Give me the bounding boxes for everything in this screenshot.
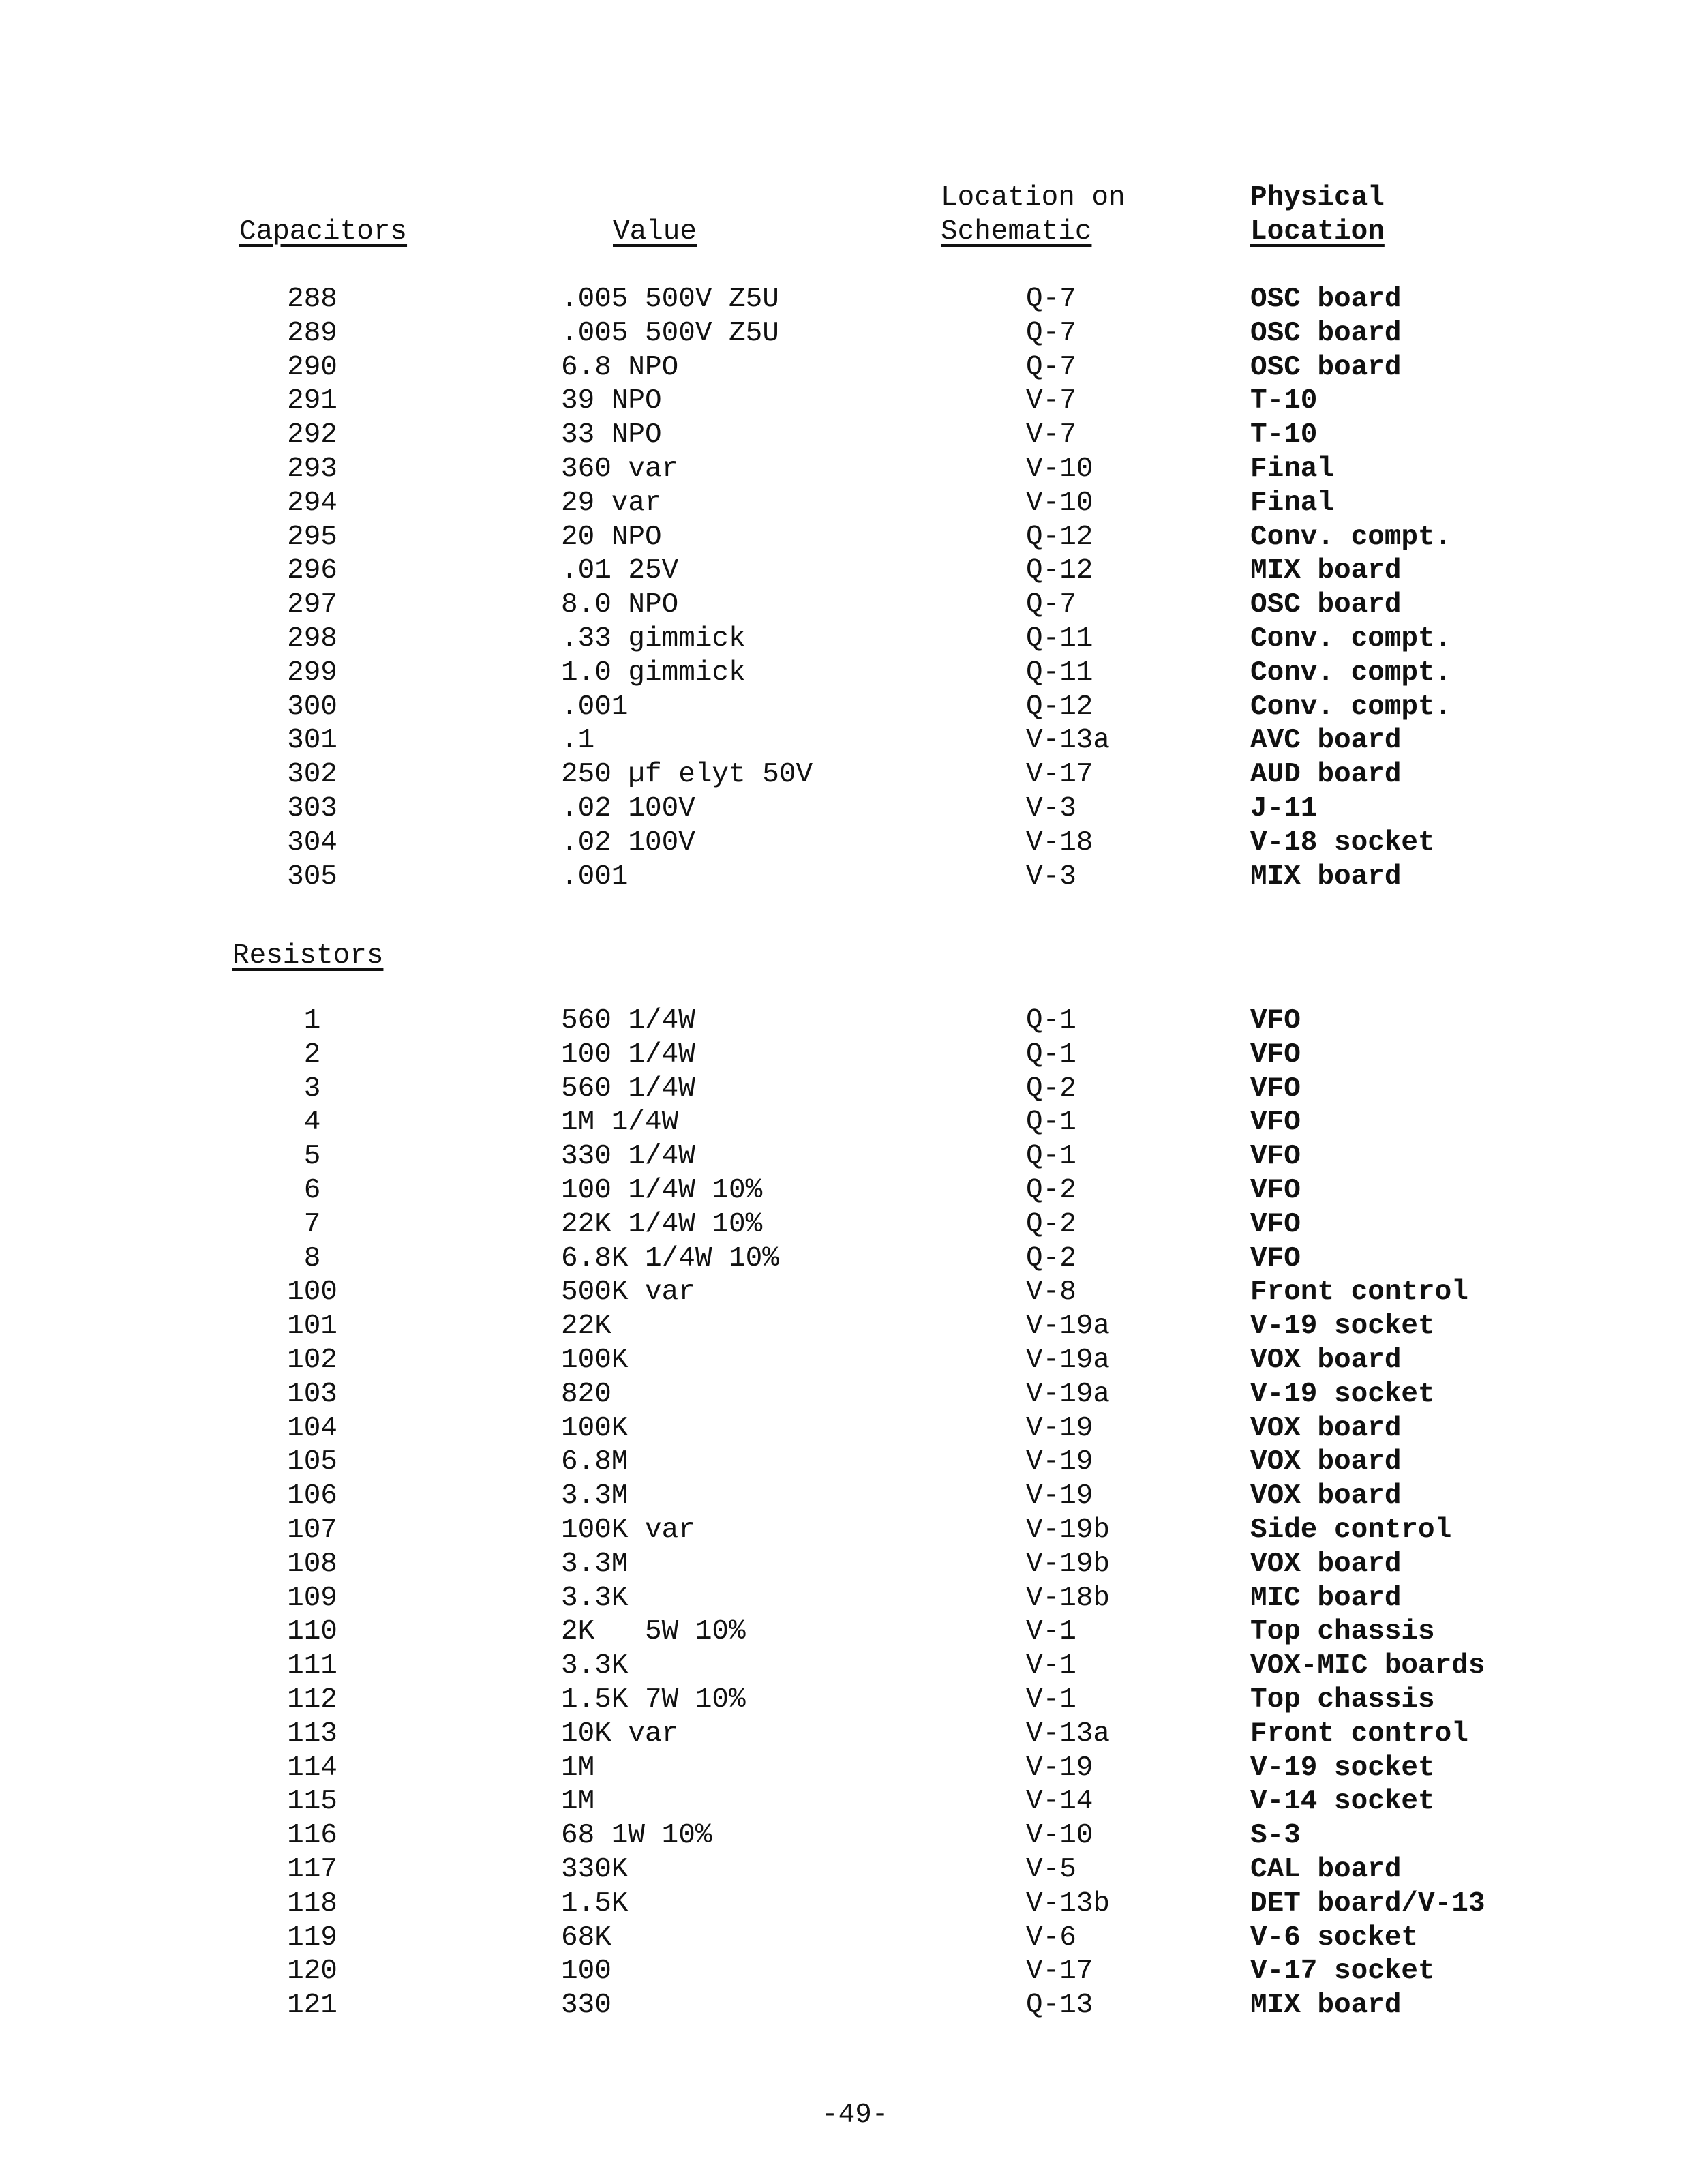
table-row	[0, 1683, 1707, 1717]
schematic-location: V-17	[1026, 1956, 1093, 1988]
table-row	[0, 1751, 1707, 1785]
physical-location: V-18 socket	[1250, 826, 1435, 858]
table-row	[0, 1649, 1707, 1683]
schematic-location: V-7	[1026, 419, 1076, 451]
physical-location: Front control	[1250, 1276, 1468, 1308]
part-value: 6.8 NPO	[561, 351, 679, 383]
table-row	[0, 1887, 1707, 1921]
part-number: 107	[287, 1514, 337, 1546]
part-number: 3	[303, 1073, 321, 1105]
schematic-location: V-13b	[1026, 1887, 1111, 1919]
part-value: 820	[561, 1378, 611, 1410]
table-row	[0, 1921, 1707, 1955]
part-number: 293	[287, 453, 337, 485]
part-value: .001	[561, 691, 629, 723]
part-value: 3.3M	[561, 1480, 629, 1512]
part-number: 108	[287, 1548, 337, 1580]
physical-location: V-19 socket	[1250, 1378, 1435, 1410]
part-number: 299	[287, 657, 337, 689]
physical-location: MIX board	[1250, 1990, 1402, 2022]
table-row	[0, 418, 1707, 452]
part-number: 110	[287, 1616, 337, 1648]
part-number: 111	[287, 1650, 337, 1682]
table-row	[0, 452, 1707, 486]
schematic-location: Q-2	[1026, 1242, 1076, 1274]
schematic-location: V-19	[1026, 1446, 1093, 1478]
table-row	[0, 1954, 1707, 1988]
part-value: 100K var	[561, 1514, 695, 1546]
schematic-location: Q-1	[1026, 1141, 1076, 1173]
schematic-location: V-18b	[1026, 1582, 1111, 1614]
table-row	[0, 690, 1707, 724]
part-number: 301	[287, 725, 337, 757]
schematic-location: V-6	[1026, 1921, 1076, 1954]
part-number: 118	[287, 1887, 337, 1919]
table-row	[0, 1581, 1707, 1615]
schematic-location: V-5	[1026, 1854, 1076, 1885]
table-row	[0, 1275, 1707, 1309]
part-value: 3.3K	[561, 1582, 629, 1614]
physical-location: VFO	[1250, 1141, 1301, 1173]
physical-location: VFO	[1250, 1242, 1301, 1274]
schematic-location: V-18	[1026, 826, 1093, 858]
part-number: 297	[287, 589, 337, 621]
part-number: 4	[303, 1107, 321, 1139]
schematic-location: Q-13	[1026, 1990, 1093, 2022]
schematic-location: Q-1	[1026, 1038, 1076, 1071]
schematic-location: Q-11	[1026, 623, 1093, 655]
schematic-location: V-19a	[1026, 1345, 1111, 1376]
physical-location: VFO	[1250, 1107, 1301, 1139]
table-row	[0, 316, 1707, 350]
part-number: 5	[303, 1141, 321, 1173]
part-number: 104	[287, 1412, 337, 1444]
table-row	[0, 1853, 1707, 1887]
part-value: .02 100V	[561, 826, 695, 858]
part-number: 8	[303, 1242, 321, 1274]
physical-location: T-10	[1250, 385, 1318, 417]
table-row	[0, 1343, 1707, 1377]
physical-location: VOX-MIC boards	[1250, 1650, 1485, 1682]
physical-location: Conv. compt.	[1250, 623, 1452, 655]
part-value: 330 1/4W	[561, 1141, 695, 1173]
part-number: 292	[287, 419, 337, 451]
physical-location: AVC board	[1250, 725, 1402, 757]
physical-location: Top chassis	[1250, 1684, 1435, 1716]
part-value: 330K	[561, 1854, 629, 1885]
schematic-location: Q-7	[1026, 589, 1076, 621]
part-value: 1.5K	[561, 1887, 629, 1919]
schematic-location: V-3	[1026, 861, 1076, 893]
physical-location: J-11	[1250, 793, 1318, 824]
part-number: 114	[287, 1752, 337, 1784]
physical-location: V-14 socket	[1250, 1786, 1435, 1818]
part-number: 117	[287, 1854, 337, 1885]
schematic-location: Q-7	[1026, 351, 1076, 383]
part-number: 113	[287, 1718, 337, 1750]
part-number: 101	[287, 1311, 337, 1343]
part-value: 1M 1/4W	[561, 1107, 679, 1139]
part-value: 6.8K 1/4W 10%	[561, 1242, 779, 1274]
part-number: 288	[287, 284, 337, 315]
table-row	[0, 1072, 1707, 1106]
physical-location: VFO	[1250, 1175, 1301, 1206]
part-value: .005 500V Z5U	[561, 317, 779, 349]
header-physical-line1: Physical	[1250, 182, 1385, 213]
schematic-location: V-19b	[1026, 1514, 1111, 1546]
table-row	[0, 1819, 1707, 1853]
part-value: 29 var	[561, 487, 662, 519]
part-value: 39 NPO	[561, 385, 662, 417]
table-row	[0, 486, 1707, 520]
schematic-location: V-14	[1026, 1786, 1093, 1818]
part-number: 112	[287, 1684, 337, 1716]
physical-location: Side control	[1250, 1514, 1452, 1546]
table-row	[0, 1513, 1707, 1547]
part-number: 109	[287, 1582, 337, 1614]
part-value: 22K	[561, 1311, 611, 1343]
table-row	[0, 826, 1707, 860]
table-row	[0, 1173, 1707, 1208]
part-number: 106	[287, 1480, 337, 1512]
table-row	[0, 656, 1707, 690]
part-number: 295	[287, 521, 337, 553]
schematic-location: V-8	[1026, 1276, 1076, 1308]
physical-location: VFO	[1250, 1208, 1301, 1240]
part-value: 100K	[561, 1345, 629, 1376]
part-value: 1M	[561, 1786, 595, 1818]
physical-location: V-6 socket	[1250, 1921, 1419, 1954]
physical-location: MIX board	[1250, 861, 1402, 893]
part-number: 290	[287, 351, 337, 383]
schematic-location: V-17	[1026, 759, 1093, 791]
schematic-location: Q-2	[1026, 1175, 1076, 1206]
schematic-location: V-10	[1026, 453, 1093, 485]
part-value: 360 var	[561, 453, 679, 485]
part-value: 3.3M	[561, 1548, 629, 1580]
page-number: -49-	[821, 2099, 889, 2131]
schematic-location: V-19a	[1026, 1311, 1111, 1343]
table-row	[0, 1004, 1707, 1038]
part-number: 7	[303, 1208, 321, 1240]
physical-location: Conv. compt.	[1250, 691, 1452, 723]
table-row	[0, 1242, 1707, 1276]
schematic-location: Q-7	[1026, 317, 1076, 349]
table-row	[0, 1377, 1707, 1411]
table-row	[0, 1784, 1707, 1819]
table-row	[0, 1105, 1707, 1139]
table-row	[0, 1309, 1707, 1343]
schematic-location: V-19b	[1026, 1548, 1111, 1580]
part-number: 100	[287, 1276, 337, 1308]
part-number: 298	[287, 623, 337, 655]
physical-location: VOX board	[1250, 1480, 1402, 1512]
header-physical-line2: Location	[1250, 216, 1385, 248]
schematic-location: Q-1	[1026, 1005, 1076, 1036]
part-value: 500K var	[561, 1276, 695, 1308]
part-number: 121	[287, 1990, 337, 2022]
physical-location: S-3	[1250, 1820, 1301, 1852]
part-value: 100 1/4W 10%	[561, 1175, 763, 1206]
header-location-line2: Schematic	[941, 216, 1092, 248]
physical-location: V-19 socket	[1250, 1311, 1435, 1343]
table-row	[0, 1445, 1707, 1479]
physical-location: VOX board	[1250, 1345, 1402, 1376]
schematic-location: V-13a	[1026, 725, 1111, 757]
part-value: 68K	[561, 1921, 611, 1954]
part-number: 296	[287, 555, 337, 587]
part-value: 10K var	[561, 1718, 679, 1750]
part-value: 20 NPO	[561, 521, 662, 553]
part-value: 1M	[561, 1752, 595, 1784]
physical-location: VOX board	[1250, 1446, 1402, 1478]
schematic-location: V-7	[1026, 385, 1076, 417]
schematic-location: V-13a	[1026, 1718, 1111, 1750]
table-row	[0, 554, 1707, 588]
part-number: 291	[287, 385, 337, 417]
header-location-line1: Location on	[941, 182, 1126, 213]
table-row	[0, 384, 1707, 418]
physical-location: Final	[1250, 487, 1335, 519]
part-number: 2	[303, 1038, 321, 1071]
part-value: 33 NPO	[561, 419, 662, 451]
part-number: 116	[287, 1820, 337, 1852]
table-row	[0, 282, 1707, 316]
physical-location: Top chassis	[1250, 1616, 1435, 1648]
part-number: 103	[287, 1378, 337, 1410]
part-number: 6	[303, 1175, 321, 1206]
part-value: 22K 1/4W 10%	[561, 1208, 763, 1240]
physical-location: OSC board	[1250, 351, 1402, 383]
part-value: .005 500V Z5U	[561, 284, 779, 315]
table-row	[0, 792, 1707, 826]
physical-location: VFO	[1250, 1073, 1301, 1105]
part-value: 2K 5W 10%	[561, 1616, 746, 1648]
table-row	[0, 860, 1707, 894]
schematic-location: V-10	[1026, 487, 1093, 519]
table-row	[0, 1717, 1707, 1751]
part-value: 8.0 NPO	[561, 589, 679, 621]
part-number: 120	[287, 1956, 337, 1988]
part-number: 119	[287, 1921, 337, 1954]
table-row	[0, 350, 1707, 385]
part-value: .1	[561, 725, 595, 757]
schematic-location: V-19a	[1026, 1378, 1111, 1410]
schematic-location: V-1	[1026, 1684, 1076, 1716]
part-number: 304	[287, 826, 337, 858]
part-value: 1.5K 7W 10%	[561, 1684, 746, 1716]
schematic-location: V-1	[1026, 1650, 1076, 1682]
schematic-location: Q-2	[1026, 1073, 1076, 1105]
table-row	[0, 1208, 1707, 1242]
part-number: 305	[287, 861, 337, 893]
part-value: 100K	[561, 1412, 629, 1444]
table-row	[0, 1411, 1707, 1446]
header-value: Value	[613, 216, 697, 248]
part-value: 560 1/4W	[561, 1005, 695, 1036]
part-number: 289	[287, 317, 337, 349]
table-row	[0, 588, 1707, 622]
schematic-location: V-1	[1026, 1616, 1076, 1648]
part-value: 3.3K	[561, 1650, 629, 1682]
part-number: 303	[287, 793, 337, 824]
physical-location: CAL board	[1250, 1854, 1402, 1885]
table-row	[0, 1547, 1707, 1581]
header-capacitors: Capacitors	[239, 216, 408, 248]
physical-location: OSC board	[1250, 589, 1402, 621]
schematic-location: Q-11	[1026, 657, 1093, 689]
schematic-location: Q-2	[1026, 1208, 1076, 1240]
schematic-location: Q-12	[1026, 555, 1093, 587]
physical-location: MIC board	[1250, 1582, 1402, 1614]
physical-location: V-19 socket	[1250, 1752, 1435, 1784]
table-row	[0, 520, 1707, 554]
physical-location: Final	[1250, 453, 1335, 485]
part-number: 300	[287, 691, 337, 723]
physical-location: OSC board	[1250, 317, 1402, 349]
part-value: 100 1/4W	[561, 1038, 695, 1071]
schematic-location: V-19	[1026, 1752, 1093, 1784]
schematic-location: V-19	[1026, 1412, 1093, 1444]
schematic-location: Q-12	[1026, 521, 1093, 553]
physical-location: Conv. compt.	[1250, 657, 1452, 689]
schematic-location: V-3	[1026, 793, 1076, 824]
physical-location: AUD board	[1250, 759, 1402, 791]
part-number: 102	[287, 1345, 337, 1376]
part-number: 302	[287, 759, 337, 791]
table-row	[0, 1038, 1707, 1072]
physical-location: DET board/V-13	[1250, 1887, 1485, 1919]
part-value: .33 gimmick	[561, 623, 746, 655]
table-row	[0, 622, 1707, 656]
table-row	[0, 1615, 1707, 1649]
part-number: 294	[287, 487, 337, 519]
schematic-location: Q-7	[1026, 284, 1076, 315]
part-value: 6.8M	[561, 1446, 629, 1478]
table-row	[0, 1988, 1707, 2022]
physical-location: VFO	[1250, 1038, 1301, 1071]
schematic-location: Q-1	[1026, 1107, 1076, 1139]
part-value: 1.0 gimmick	[561, 657, 746, 689]
schematic-location: V-10	[1026, 1820, 1093, 1852]
resistors-heading: Resistors	[232, 940, 384, 972]
table-row	[0, 1139, 1707, 1173]
part-value: .01 25V	[561, 555, 679, 587]
part-value: 330	[561, 1990, 611, 2022]
physical-location: Front control	[1250, 1718, 1468, 1750]
part-value: 68 1W 10%	[561, 1820, 712, 1852]
part-number: 1	[303, 1005, 321, 1036]
part-value: .02 100V	[561, 793, 695, 824]
part-value: 560 1/4W	[561, 1073, 695, 1105]
part-value: 250 µf elyt 50V	[561, 759, 813, 791]
part-number: 115	[287, 1786, 337, 1818]
physical-location: T-10	[1250, 419, 1318, 451]
physical-location: OSC board	[1250, 284, 1402, 315]
part-value: 100	[561, 1956, 611, 1988]
schematic-location: Q-12	[1026, 691, 1093, 723]
physical-location: VFO	[1250, 1005, 1301, 1036]
table-row	[0, 758, 1707, 792]
table-row	[0, 1479, 1707, 1513]
physical-location: VOX board	[1250, 1548, 1402, 1580]
part-number: 105	[287, 1446, 337, 1478]
schematic-location: V-19	[1026, 1480, 1093, 1512]
physical-location: VOX board	[1250, 1412, 1402, 1444]
table-row	[0, 723, 1707, 758]
physical-location: V-17 socket	[1250, 1956, 1435, 1988]
part-value: .001	[561, 861, 629, 893]
physical-location: MIX board	[1250, 555, 1402, 587]
physical-location: Conv. compt.	[1250, 521, 1452, 553]
